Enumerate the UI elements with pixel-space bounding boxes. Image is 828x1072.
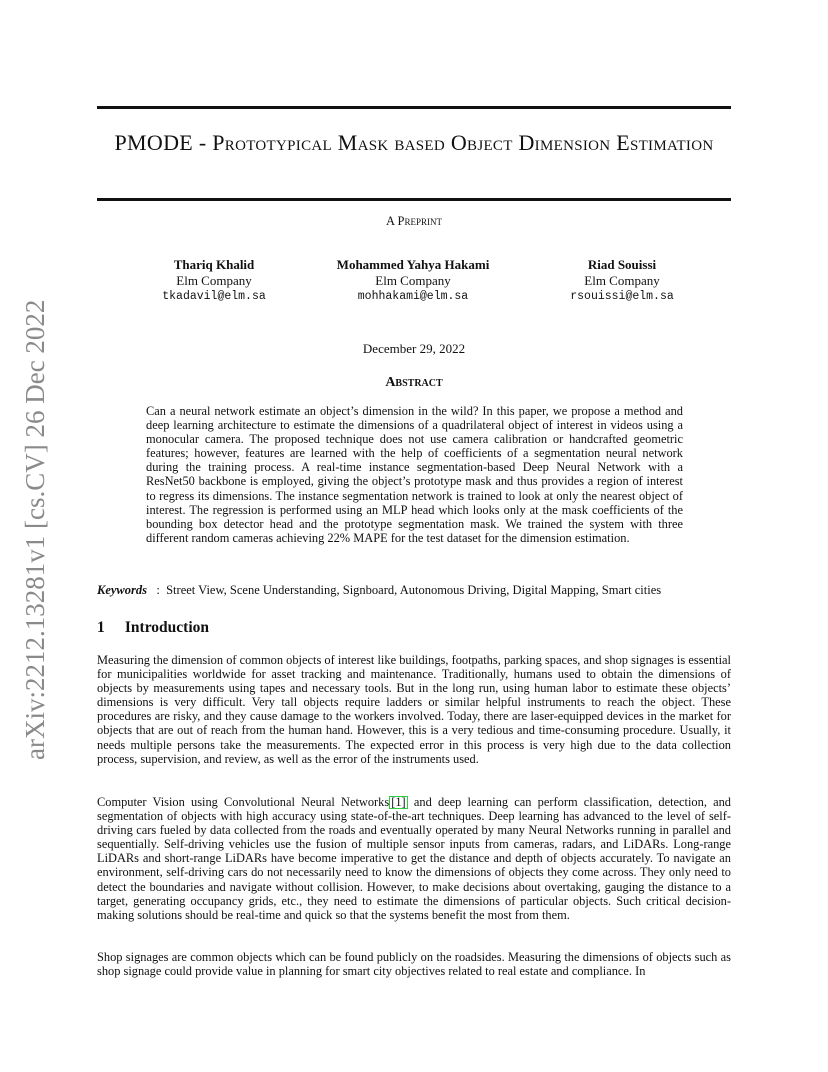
paper-title: PMODE - Prototypical Mask based Object Dimension Estimation	[114, 130, 714, 155]
arxiv-identifier-stamp: arXiv:2212.13281v1 [cs.CV] 26 Dec 2022	[20, 299, 50, 760]
author-name: Mohammed Yahya Hakami	[336, 257, 490, 272]
author-email[interactable]: rsouissi@elm.sa	[570, 290, 674, 303]
body-paragraph	[97, 795, 731, 922]
body-paragraph: Measuring the dimension of common objects of interest like buildings, footpaths, parking spaces, and shop signages is essential for municipalities worldwide for asset tracking and maintenance. Traditionally, humans used to obtain the dimensions of objects by measurements using tapes and necessary tools. But in the long run, using human labor to estimate these objects’ dimensions is very difficult. Very tall objects require ladders or similar helpful instruments to reach the object. These procedures are risky, and they cause damage to the workers involved. Today, there are laser-equipped devices in the market for objects that are out of reach from the human hand. However, this is a very tedious and time-consuming procedure. Usually, it needs multiple persons take the measurements. The expected error in this process is very high due to the data collection process, supervision, and review, as well as the error of the instruments used.	[97, 653, 731, 766]
title-rule-bottom	[97, 198, 731, 201]
paragraph-text: and deep learning can perform classification, detection, and segmentation of objects with high accuracy using state-of-the-art techniques. Deep learning has advanced to the level of self-driving cars fueled by data collected from the roads and eventually operated by many Neural Networks running in parallel and sequentially. Self-driving vehicles use the fusion of multiple sensor inputs from cameras, radars, and LiDARs. Long-range LiDARs and short-range LiDARs have become imperative to get the distance and depth of objects accurately. To navigate an environment, self-driving cars do not necessarily need to know the dimensions of objects they come across. They only need to detect the boundaries and navigate without collision. However, to make decisions about overtaking, gauging the distance to a target, generating occupancy grids, etc., they need to estimate the dimensions of particular objects. Such critical decision-making solutions should be real-time and quick so that the systems benefit the most from them.	[97, 795, 731, 922]
preprint-label: A Preprint	[386, 214, 442, 228]
author-name: Thariq Khalid	[173, 257, 255, 272]
author-affiliation: Elm Company	[584, 273, 660, 288]
author-name: Riad Souissi	[587, 257, 657, 272]
section-heading	[97, 619, 731, 637]
keywords-text: Street View, Scene Understanding, Signboard, Autonomous Driving, Digital Mapping, Smart cities	[166, 583, 662, 597]
keywords-separator: :	[150, 583, 163, 597]
keywords-label: Keywords	[97, 583, 147, 597]
author-block	[143, 257, 285, 305]
keywords-line	[97, 583, 737, 598]
citation-link[interactable]: [1]	[391, 795, 406, 809]
abstract-text: Can a neural network estimate an object’s dimension in the wild? In this paper, we propose a method and deep learning architecture to estimate the dimensions of a quadrilateral object of interest in videos using a monocular camera. The proposed technique does not use camera calibration or handcrafted geometric features; however, features are learned with the help of coefficients of a segmentation neural network during the training process. A real-time instance segmentation-based Deep Neural Network with a ResNet50 backbone is employed, giving the object’s prototype mask and thus provides a region of interest to regress its dimensions. The instance segmentation network is trained to look at only the nearest object of interest. The regression is performed using an MLP head which looks only at the mask coefficients of the bounding box detector head and the prototype segmentation mask. We trained the system with three different random cameras achieving 22% MAPE for the test dataset for the dimension estimation.	[146, 404, 683, 545]
section-number: 1	[97, 619, 105, 636]
citation-number: 1	[395, 795, 402, 809]
author-email[interactable]: tkadavil@elm.sa	[162, 290, 266, 303]
author-email[interactable]: mohhakami@elm.sa	[357, 290, 469, 303]
title-rule-top	[97, 106, 731, 109]
body-paragraph: Shop signages are common objects which can be found publicly on the roadsides. Measuring the dimensions of objects such as shop signage could provide value in planning for smart city objectives related to real estate and compliance. In	[97, 950, 731, 979]
publication-date: December 29, 2022	[362, 341, 466, 356]
paragraph-text: Computer Vision using Convolutional Neural Networks	[97, 795, 390, 809]
abstract-heading: Abstract	[385, 375, 443, 390]
section-title: Introduction	[124, 619, 209, 636]
author-block	[313, 257, 513, 305]
author-affiliation: Elm Company	[176, 273, 252, 288]
author-affiliation: Elm Company	[375, 273, 451, 288]
author-block	[540, 257, 704, 305]
